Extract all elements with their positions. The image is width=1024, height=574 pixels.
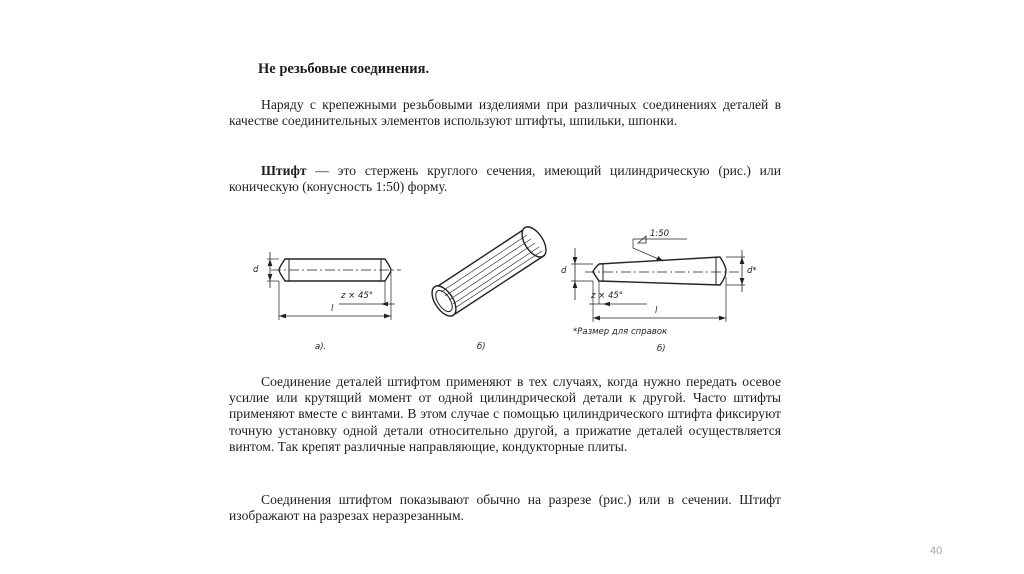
label-taper: 1:50 [650, 229, 670, 239]
label-l-a: l [331, 304, 334, 314]
paragraph-definition [229, 163, 781, 195]
dimension-arrows-c [573, 256, 745, 320]
pin-drawings-figure [245, 222, 785, 362]
label-d-c: d [561, 266, 567, 276]
paragraph-intro: Наряду с крепежными резьбовыми изделиями при различных соединениях деталей в качестве соединительных элементов используют штифты, шпильки, шпонки. [229, 97, 781, 129]
label-dstar-c: d* [747, 266, 757, 276]
cylindrical-pin-drawing [267, 252, 401, 320]
label-chamfer-c: z × 45° [591, 291, 624, 301]
definition-text: — это стержень круглого сечения, имеющий цилиндрическую (рис.) или коническую (конусность 1:50) форму. [229, 163, 781, 195]
pin-drawings-svg [245, 222, 785, 362]
term-shtift: Штифт [261, 163, 307, 178]
caption-b: б) [477, 342, 486, 352]
isometric-pin-drawing [427, 223, 551, 320]
dimension-arrows-a [268, 259, 391, 318]
caption-c: б) [657, 344, 666, 354]
conical-pin-drawing [571, 236, 745, 322]
page-number: 40 [930, 545, 943, 557]
footnote-reference-size: *Размер для справок [573, 327, 668, 337]
section-heading: Не резьбовые соединения. [258, 61, 430, 77]
label-chamfer-a: z × 45° [341, 291, 374, 301]
label-l-c: l [655, 306, 658, 316]
caption-a: а). [315, 342, 327, 352]
paragraph-depiction: Соединения штифтом показывают обычно на разрезе (рис.) или в сечении. Штифт изображают на разрезах неразрезанным. [229, 492, 781, 524]
label-d-a: d [253, 265, 259, 275]
paragraph-usage: Соединение деталей штифтом применяют в тех случаях, когда нужно передать осевое усилие или крутящий момент от одной цилиндрической детали к другой. Часто штифты применяют вместе с винтами. В этом случае с помощью цилиндрического штифта фиксируют точную установку одной детали относительно другой, а прижатие деталей осуществляется винтом. Так крепят различные направляющие, кондукторные плиты. [229, 374, 781, 454]
